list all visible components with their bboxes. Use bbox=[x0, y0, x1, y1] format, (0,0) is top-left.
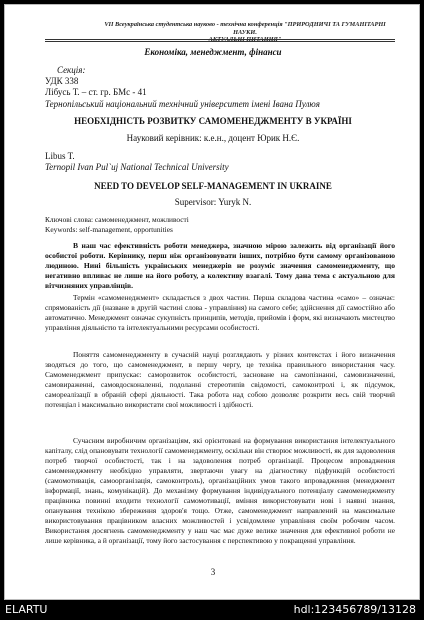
university-ua: Тернопільський національний технічний університет імені Івана Пулюя bbox=[45, 99, 320, 109]
title-en: NEED TO DEVELOP SELF-MANAGEMENT IN UKRAINE bbox=[94, 181, 332, 191]
conference-line-1: VII Всеукраїнська студентська науково - технічна конференція "ПРИРОДНИЧІ ТА ГУМАНІТАРНІ НАУКИ. bbox=[104, 21, 386, 36]
supervisor-en: Supervisor: Yuryk N. bbox=[174, 197, 252, 207]
section-title: Економіка, менеджмент, фінанси bbox=[144, 47, 282, 57]
conference-line-2: АКТУАЛЬНІ ПИТАННЯ" bbox=[208, 36, 282, 43]
document-page bbox=[4, 4, 420, 600]
author-ua: Лібусь Т. – ст. гр. БМс - 41 bbox=[45, 87, 147, 97]
page-number: 3 bbox=[210, 567, 216, 577]
author-en: Libus T. bbox=[45, 151, 75, 161]
section-label: Секція: bbox=[57, 65, 86, 75]
header-rule-thin bbox=[45, 41, 395, 42]
udc-code: УДК 338 bbox=[45, 76, 79, 86]
paragraph-4: Сучасним виробничим організаціям, які орієнтовані на формування використання інтелектуального капіталу, слід опановувати технології самоменеджменту, оскільки він створює можливості, як для задоволення потреб творчої особистості, так і на задоволення потреб організації. Процесом впровадження самоменеджменту необхідно управляти, звертаючи увагу на діагностику підфункцій особистості (самомотивація, самоорганізація, самоконтроль), організаційних умов такого впровадження (менеджмент інформації, знань, комунікацій). До механізму формування індивідуального потенціалу самоменеджменту працівника повинні входити технології самомотивації, вміння використовувати нові і наявні знання, опанування технікою збереження здоров'я тощо. Отже, самоменеджмент направлений на максимальне використовування працівником власних можливостей і усвідомлене управління своїм робочим часом. Використання досягнень самоменеджменту у наш час має дуже велике значення для ефективної роботи не лише керівника, а й організації, тому його застосування є перспективою у покращенні управління. bbox=[45, 436, 395, 545]
footer-bar bbox=[0, 600, 424, 620]
university-en: Ternopil Ivan Pul`uj National Technical University bbox=[45, 162, 229, 172]
footer-repository: ELARTU bbox=[5, 603, 48, 616]
paragraph-2: Термін «самоменеджмент» складається з двох частин. Перша складова частина «само» – означає: спрямованість дії (назване в другій частині слова - управління) на самого себе; здійснення дії самостійно або автоматично. Менеджмент означає сукупність принципів, методів, прийомів і форм, які визначають мистецтво управління діяльністю та інтелектуальними ресурсами особистості. bbox=[45, 293, 395, 332]
supervisor-ua: Науковий керівник: к.е.н., доцент Юрик Н.Є. bbox=[126, 133, 300, 143]
paragraph-1: В наш час ефективність роботи менеджера, значною мірою залежить від організації його особистої роботи. Керівнику, перш ніж організовувати інших, потрібно бути самому організованою людиною. Нині більшість українських менеджерів не розуміє значення самоменеджменту, що негативно впливає не лише на його роботу, а колективу взагалі. Тому дана тема є актуальною для вітчизняних управлінців. bbox=[45, 241, 395, 290]
keywords-en: Keywords: self-management, opportunities bbox=[45, 225, 173, 234]
header-rule bbox=[45, 39, 395, 40]
keywords-ua: Ключові слова: самоменеджмент, можливості bbox=[45, 215, 189, 224]
paragraph-3: Поняття самоменеджменту в сучасній науці розглядають у різних контекстах і його визначення зводяться до того, що самоменеджмент, в першу чергу, це техніка правильного використання часу. Самоменеджмент припускає: саморозвиток особистості, засноване на самопізнанні, самовизначенні, самовираженні, самовдосконаленні, подоланні стереотипів свідомості, самоконтролі і, як підсумок, самореалізації в обраній сфері діяльності. Така робота над собою дозволяє розкрити весь свій творчий потенціал і максимально використати свої можливості і здібності. bbox=[45, 350, 395, 409]
footer-handle: hdl:123456789/13128 bbox=[293, 603, 416, 616]
title-ua: НЕОБХІДНІСТЬ РОЗВИТКУ САМОМЕНЕДЖМЕНТУ В УКРАЇНІ bbox=[74, 116, 352, 126]
